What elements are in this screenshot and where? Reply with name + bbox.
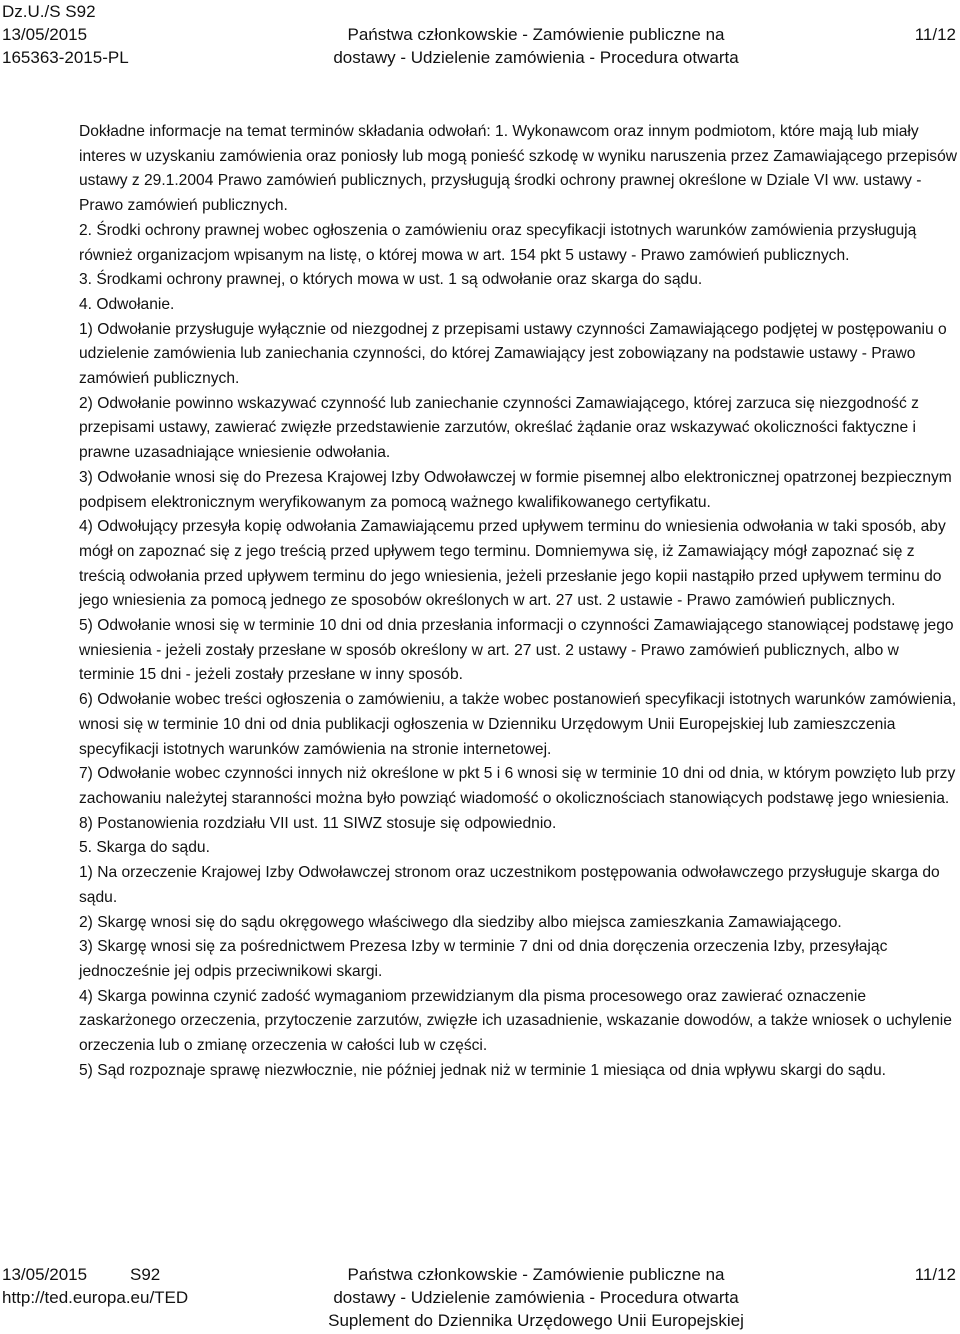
paragraph: 3) Odwołanie wnosi się do Prezesa Krajowej Izby Odwoławczej w formie pisemnej albo elektronicznej opatrzonej bezpiecznym podpisem elektronicznym weryfikowanym za pomocą ważnego kwalifikowanego certyfikatu. (79, 468, 952, 511)
header-meta (2, 0, 129, 69)
footer-title (290, 1263, 782, 1332)
footer-title-line3: Suplement do Dziennika Urzędowego Unii Europejskiej (328, 1311, 744, 1330)
header-title-line2: dostawy - Udzielenie zamówienia - Procedura otwarta (333, 48, 739, 67)
paragraph: 3. Środkami ochrony prawnej, o których mowa w ust. 1 są odwołanie oraz skarga do sądu. (79, 271, 703, 289)
paragraph: 2) Odwołanie powinno wskazywać czynność lub zaniechanie czynności Zamawiającego, której zarzuca się niezgodność z przepisami ustawy, zawierać zwięzłe przedstawienie zarzutów, określać żądanie oraz wskazywać okoliczności faktyczne i prawne uzasadniające wniesienie odwołania. (79, 394, 919, 462)
paragraph: 5) Odwołanie wnosi się w terminie 10 dni od dnia przesłania informacji o czynności Zamawiającego stanowiącej podstawę jego wniesienia - jeżeli zostały przesłane w sposób określony w art. 27 ust. 2 ustawy - Prawo zamówień publicznych, albo w terminie 15 dni - jeżeli zostały przesłane w inny sposób. (79, 617, 954, 684)
paragraph: 4) Odwołujący przesyła kopię odwołania Zamawiającemu przed upływem terminu do wniesienia odwołania w taki sposób, aby mógł on zapoznać się z jego treścią przed upływem tego terminu. Domniemywa się, iż Zamawiający mógł zapoznać się z treścią odwołania przed upływem terminu do jego wniesienia, jeżeli przesłanie jego kopii nastąpiło przed upływem terminu do jego wniesienia za pomocą jednego ze sposobów określonych w art. 27 ust. 2 ustawie - Prawo zamówień publicznych. (79, 518, 946, 610)
page-footer (0, 1263, 960, 1334)
header-notice-id: 165363-2015-PL (2, 48, 129, 67)
header-page-number: 11/12 (914, 25, 956, 44)
header-title (290, 23, 782, 69)
header-journal: Dz.U./S S92 (2, 2, 96, 21)
paragraph: 6) Odwołanie wobec treści ogłoszenia o zamówieniu, a także wobec postanowień specyfikacji istotnych warunków zamówienia, wnosi się w terminie 10 dni od dnia publikacji ogłoszenia w Dzienniku Urzędowym Unii Europejskiej lub zamieszczenia specyfikacji istotnych warunków zamówienia na stronie internetowej. (79, 691, 957, 758)
footer-url-link[interactable]: http://ted.europa.eu/TED (2, 1288, 189, 1307)
paragraph: 4. Odwołanie. (79, 295, 175, 313)
paragraph: Dokładne informacje na temat terminów składania odwołań: 1. Wykonawcom oraz innym podmiotom, które mają lub miały interes w uzyskaniu zamówienia oraz poniosły lub mogą ponieść szkodę w wyniku naruszenia przez Zamawiającego przepisów ustawy z 29.1.2004 Prawo zamówień publicznych, przysługują środki ochrony prawnej określone w Dziale VI ww. ustawy - Prawo zamówień publicznych. (79, 123, 958, 215)
footer-title-line2: dostawy - Udzielenie zamówienia - Procedura otwarta (333, 1288, 739, 1307)
footer-date: 13/05/2015 (2, 1265, 88, 1284)
header-date: 13/05/2015 (2, 25, 88, 44)
footer-page-number: 11/12 (914, 1265, 956, 1284)
footer-series: S92 (130, 1265, 161, 1284)
paragraph: 1) Na orzeczenie Krajowej Izby Odwoławczej stronom oraz uczestnikom postępowania odwoławczego przysługuje skarga do sądu. (79, 864, 940, 906)
document-body (79, 120, 957, 1083)
paragraph: 5. Skarga do sądu. (79, 839, 210, 857)
paragraph: 5) Sąd rozpoznaje sprawę niezwłocznie, nie później jednak niż w terminie 1 miesiąca od dnia wpływu skargi do sądu. (79, 1061, 886, 1079)
paragraph: 3) Skargę wnosi się za pośrednictwem Prezesa Izby w terminie 7 dni od dnia doręczenia orzeczenia Izby, przesyłając jednocześnie jej odpis przeciwnikowi skargi. (79, 938, 888, 980)
paragraph: 7) Odwołanie wobec czynności innych niż określone w pkt 5 i 6 wnosi się w terminie 10 dni od dnia, w którym powzięto lub przy zachowaniu należytej staranności można było powziąć wiadomość o okolicznościach stanowiących podstawę jego wniesienia. (79, 765, 956, 807)
footer-title-line1: Państwa członkowskie - Zamówienie publiczne na (347, 1265, 725, 1284)
page-header (0, 0, 960, 80)
paragraph: 8) Postanowienia rozdziału VII ust. 11 SIWZ stosuje się odpowiednio. (79, 814, 557, 832)
paragraph: 1) Odwołanie przysługuje wyłącznie od niezgodnej z przepisami ustawy czynności Zamawiającego podjętej w postępowaniu o udzielenie zamówienia lub zaniechania czynności, do której Zamawiający jest zobowiązany na podstawie ustawy - Prawo zamówień publicznych. (79, 320, 947, 388)
header-title-line1: Państwa członkowskie - Zamówienie publiczne na (347, 25, 725, 44)
paragraph: 4) Skarga powinna czynić zadość wymaganiom przewidzianym dla pisma procesowego oraz zawierać oznaczenie zaskarżonego orzeczenia, przytoczenie zarzutów, zwięzłe ich uzasadnienie, wskazanie dowodów, a także wniosek o uchylenie orzeczenia lub o zmianę orzeczenia w całości lub w części. (79, 987, 952, 1055)
paragraph: 2) Skargę wnosi się do sądu okręgowego właściwego dla siedziby albo miejsca zamieszkania Zamawiającego. (79, 913, 842, 931)
paragraph: 2. Środki ochrony prawnej wobec ogłoszenia o zamówieniu oraz specyfikacji istotnych warunków zamówienia przysługują również organizacjom wpisanym na listę, o której mowa w art. 154 pkt 5 ustawy - Prawo zamówień publicznych. (79, 221, 917, 264)
footer-meta (2, 1263, 188, 1309)
